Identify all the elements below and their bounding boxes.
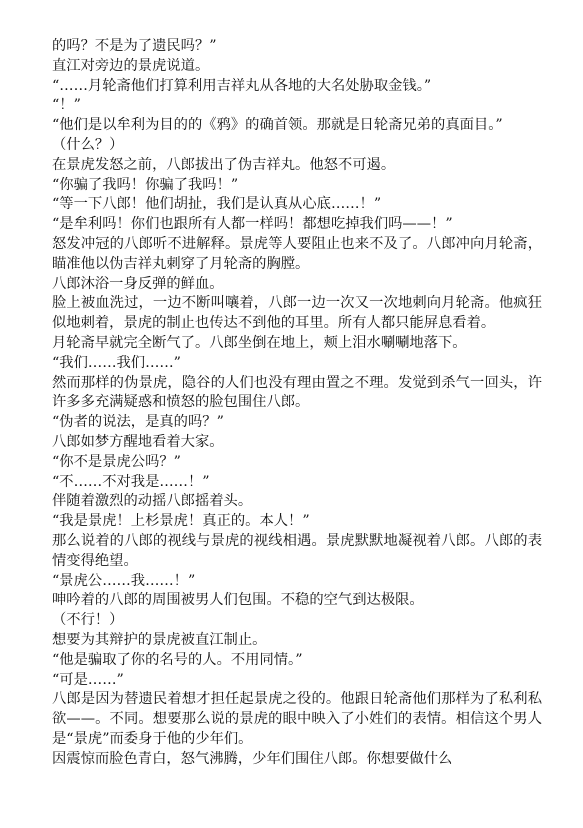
paragraph: 想要为其辩护的景虎被直江制止。 [52, 631, 267, 648]
paragraph: “！” [52, 97, 81, 114]
paragraph: 怒发冲冠的八郎听不进解释。景虎等人要阻止也来不及了。八郎冲向月轮斋，瞄准他以伪吉祥丸刺穿了月轮斋的胸膛。 [52, 235, 542, 272]
document-body [52, 37, 542, 769]
paragraph: 呻吟着的八郎的周围被男人们包围。不稳的空气到达极限。 [52, 592, 424, 609]
paragraph: 然而那样的伪景虎，隐谷的人们也没有理由置之不理。发觉到杀气一回头，许许多多充满疑惑和愤怒的脸包围住八郎。 [52, 374, 542, 411]
paragraph: “景虎公……我……！” [52, 572, 196, 589]
paragraph: （不行！） [52, 612, 124, 629]
paragraph: 八郎沐浴一身反弹的鲜血。 [52, 275, 224, 292]
paragraph: “等一下八郎！他们胡扯，我们是认真从心底……！” [52, 196, 382, 213]
paragraph: “他是骗取了你的名号的人。不用同情。” [52, 651, 303, 668]
paragraph: “你不是景虎公吗？” [52, 453, 181, 470]
paragraph: “我们……我们……” [52, 354, 181, 371]
paragraph: 月轮斋早就完全断气了。八郎坐倒在地上，颊上泪水唰唰地落下。 [52, 334, 467, 351]
paragraph: 的吗？不是为了遗民吗？” [52, 38, 217, 54]
paragraph: 脸上被血洗过，一边不断叫嚷着，八郎一边一次又一次地刺向月轮斋。他疯狂似地刺着，景虎的制止也传达不到他的耳里。所有人都只能屏息看着。 [52, 295, 542, 332]
paragraph: 那么说着的八郎的视线与景虎的视线相遇。景虎默默地凝视着八郎。八郎的表情变得绝望。 [52, 532, 542, 569]
paragraph: “他们是以牟利为目的的《鸦》的确首领。那就是日轮斋兄弟的真面目。” [52, 117, 503, 134]
paragraph: “我是景虎！上杉景虎！真正的。本人！” [52, 513, 310, 530]
paragraph: “不……不对我是……！” [52, 473, 210, 490]
paragraph: 八郎如梦方醒地看着大家。 [52, 433, 224, 450]
paragraph: “你骗了我吗！你骗了我吗！” [52, 176, 239, 193]
paragraph: “……月轮斋他们打算利用吉祥丸从各地的大名处胁取金钱。” [52, 77, 432, 94]
paragraph: 在景虎发怒之前，八郎拔出了伪吉祥丸。他怒不可遏。 [52, 156, 396, 173]
paragraph: 直江对旁边的景虎说道。 [52, 57, 210, 74]
paragraph: “可是……” [52, 671, 124, 688]
paragraph: “是牟利吗！你们也跟所有人都一样吗！都想吃掉我们吗——！” [52, 216, 453, 233]
paragraph: （什么？） [52, 136, 124, 153]
paragraph: 因震惊而脸色青白，怒气沸腾，少年们围住八郎。你想要做什么 [52, 750, 453, 767]
paragraph: 伴随着激烈的动摇八郎摇着头。 [52, 493, 253, 510]
paragraph: 八郎是因为替遗民着想才担任起景虎之役的。他跟日轮斋他们那样为了私利私欲——。不同。想要那么说的景虎的眼中映入了小姓们的表情。相信这个男人是“景虎”而委身于他的少年们。 [52, 691, 542, 747]
paragraph: “伪者的说法，是真的吗？” [52, 414, 224, 431]
